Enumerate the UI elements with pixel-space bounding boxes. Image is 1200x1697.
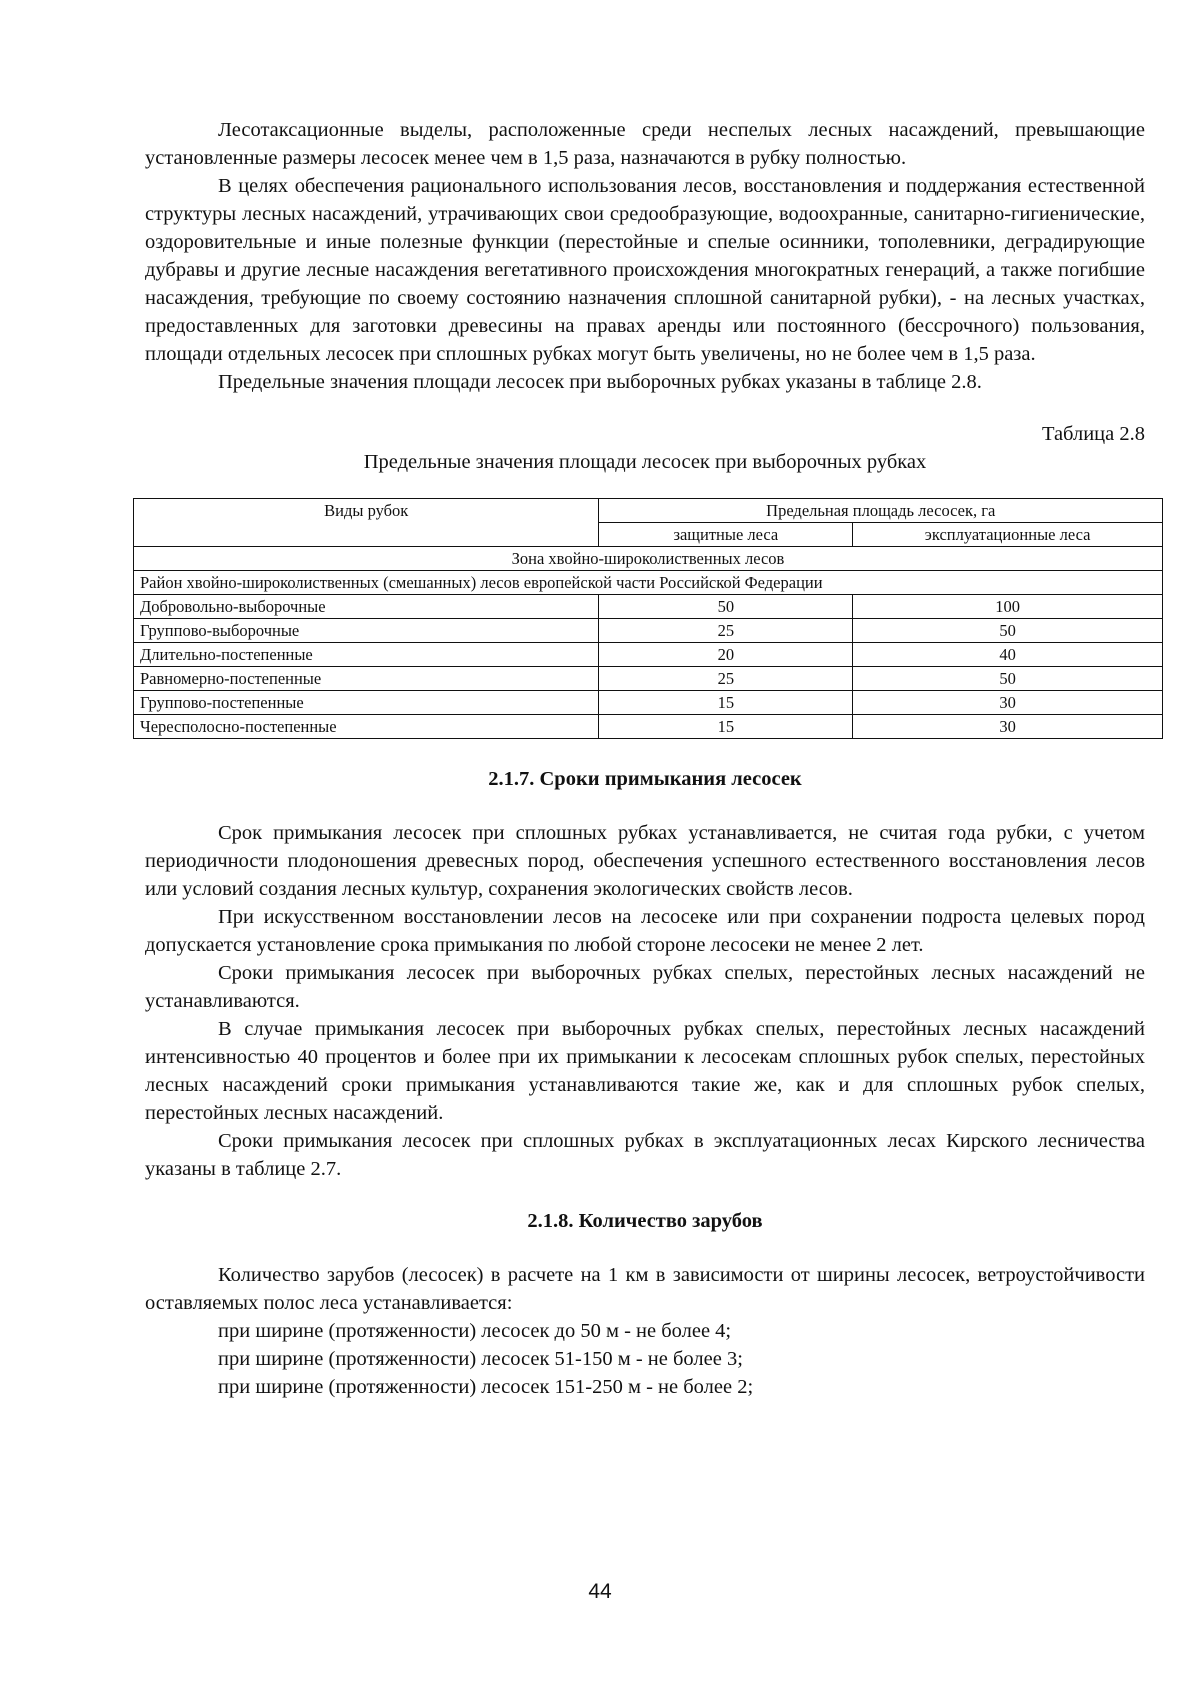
- spacer: [145, 1235, 1145, 1261]
- section-217-paragraph-3: Сроки примыкания лесосек при выборочных рубках спелых, перестойных лесных насаждений не устанавливаются.: [145, 962, 1145, 1012]
- row-exploitation-cell: 30: [853, 691, 1163, 715]
- table-region-row: [134, 571, 1163, 595]
- row-protective-cell: 15: [599, 691, 853, 715]
- section-217-heading: 2.1.7. Сроки примыкания лесосек: [488, 768, 802, 790]
- page-number: 44: [588, 1580, 612, 1603]
- row-exploitation-cell: 100: [853, 595, 1163, 619]
- table-row: [134, 643, 1163, 667]
- spacer: [145, 476, 1145, 498]
- row-name-cell: Длительно-постепенные: [134, 643, 599, 667]
- row-protective-cell: 20: [599, 643, 853, 667]
- table-row: [134, 715, 1163, 739]
- section-217-paragraph-5: Сроки примыкания лесосек при сплошных рубках в эксплуатационных лесах Кирского лесничества указаны в таблице 2.7.: [145, 1130, 1145, 1180]
- zone-cell: Зона хвойно-широколиственных лесов: [134, 547, 1163, 571]
- spacer: [145, 1183, 1145, 1207]
- row-exploitation-cell: 50: [853, 667, 1163, 691]
- paragraph-intro-1: Лесотаксационные выделы, расположенные среди неспелых лесных насаждений, превышающие установленные размеры лесосек менее чем в 1,5 раза, назначаются в рубку полностью.: [145, 119, 1145, 169]
- spacer: [145, 793, 1145, 819]
- row-protective-cell: 15: [599, 715, 853, 739]
- row-name-cell: Группово-постепенные: [134, 691, 599, 715]
- header-cell-protective: защитные леса: [599, 523, 853, 547]
- row-protective-cell: 50: [599, 595, 853, 619]
- table-zone-row: [134, 547, 1163, 571]
- header-cell-cut-types: Виды рубок: [134, 499, 599, 547]
- page-content: [140, 116, 1145, 1401]
- spacer: [145, 396, 1145, 420]
- cutting-area-table: [133, 498, 1163, 739]
- section-218-paragraph: Количество зарубов (лесосек) в расчете на 1 км в зависимости от ширины лесосек, ветроустойчивости оставляемых полос леса устанавливается:: [145, 1264, 1145, 1314]
- table-label: Таблица 2.8: [1041, 423, 1145, 445]
- region-cell: Район хвойно-широколиственных (смешанных) лесов европейской части Российской Федерации: [134, 571, 1163, 595]
- table-caption: Предельные значения площади лесосек при выборочных рубках: [363, 451, 927, 473]
- list-item: при ширине (протяженности) лесосек 151-250 м - не более 2;: [218, 1376, 754, 1398]
- list-item: при ширине (протяженности) лесосек 51-150 м - не более 3;: [218, 1348, 743, 1370]
- section-217-paragraph-1: Срок примыкания лесосек при сплошных рубках устанавливается, не считая года рубки, с учетом периодичности плодоношения древесных пород, обеспечения успешного естественного восстановления лесов или условий создания лесных культур, сохранения экологических свойств лесов.: [145, 822, 1145, 900]
- row-name-cell: Равномерно-постепенные: [134, 667, 599, 691]
- row-protective-cell: 25: [599, 667, 853, 691]
- paragraph-intro-2: В целях обеспечения рационального использования лесов, восстановления и поддержания естественной структуры лесных насаждений, утрачивающих свои средообразующие, водоохранные, санитарно-гигиенические, оздоровительные и иные полезные функции (перестойные и спелые осинники, тополевники, деградирующие дубравы и другие лесные насаждения вегетативного происхождения многократных генераций, а также погибшие насаждения, требующие по своему состоянию назначения сплошной санитарной рубки), - на лесных участках, предоставленных для заготовки древесины на правах аренды или постоянного (бессрочного) пользования, площади отдельных лесосек при сплошных рубках могут быть увеличены, но не более чем в 1,5 раза.: [145, 175, 1145, 365]
- row-name-cell: Чересполосно-постепенные: [134, 715, 599, 739]
- row-exploitation-cell: 30: [853, 715, 1163, 739]
- section-217-paragraph-2: При искусственном восстановлении лесов на лесосеке или при сохранении подроста целевых пород допускается установление срока примыкания по любой стороне лесосеки не менее 2 лет.: [145, 906, 1145, 956]
- row-exploitation-cell: 50: [853, 619, 1163, 643]
- list-item: при ширине (протяженности) лесосек до 50 м - не более 4;: [218, 1320, 732, 1342]
- section-218-heading: 2.1.8. Количество зарубов: [527, 1210, 763, 1232]
- paragraph-intro-3: Предельные значения площади лесосек при выборочных рубках указаны в таблице 2.8.: [218, 371, 982, 393]
- table-row: [134, 595, 1163, 619]
- table-row: [134, 691, 1163, 715]
- table-header-row: [134, 499, 1163, 523]
- row-protective-cell: 25: [599, 619, 853, 643]
- section-217-paragraph-4: В случае примыкания лесосек при выборочных рубках спелых, перестойных лесных насаждений интенсивностью 40 процентов и более при их примыкании к лесосекам сплошных рубок спелых, перестойных лесных насаждений сроки примыкания устанавливаются такие же, как и для сплошных рубок спелых, перестойных лесных насаждений.: [145, 1018, 1145, 1124]
- spacer: [145, 739, 1145, 765]
- table-row: [134, 619, 1163, 643]
- header-cell-exploitation: эксплуатационные леса: [853, 523, 1163, 547]
- row-name-cell: Добровольно-выборочные: [134, 595, 599, 619]
- header-cell-max-area: Предельная площадь лесосек, га: [599, 499, 1163, 523]
- table-row: [134, 667, 1163, 691]
- row-name-cell: Группово-выборочные: [134, 619, 599, 643]
- row-exploitation-cell: 40: [853, 643, 1163, 667]
